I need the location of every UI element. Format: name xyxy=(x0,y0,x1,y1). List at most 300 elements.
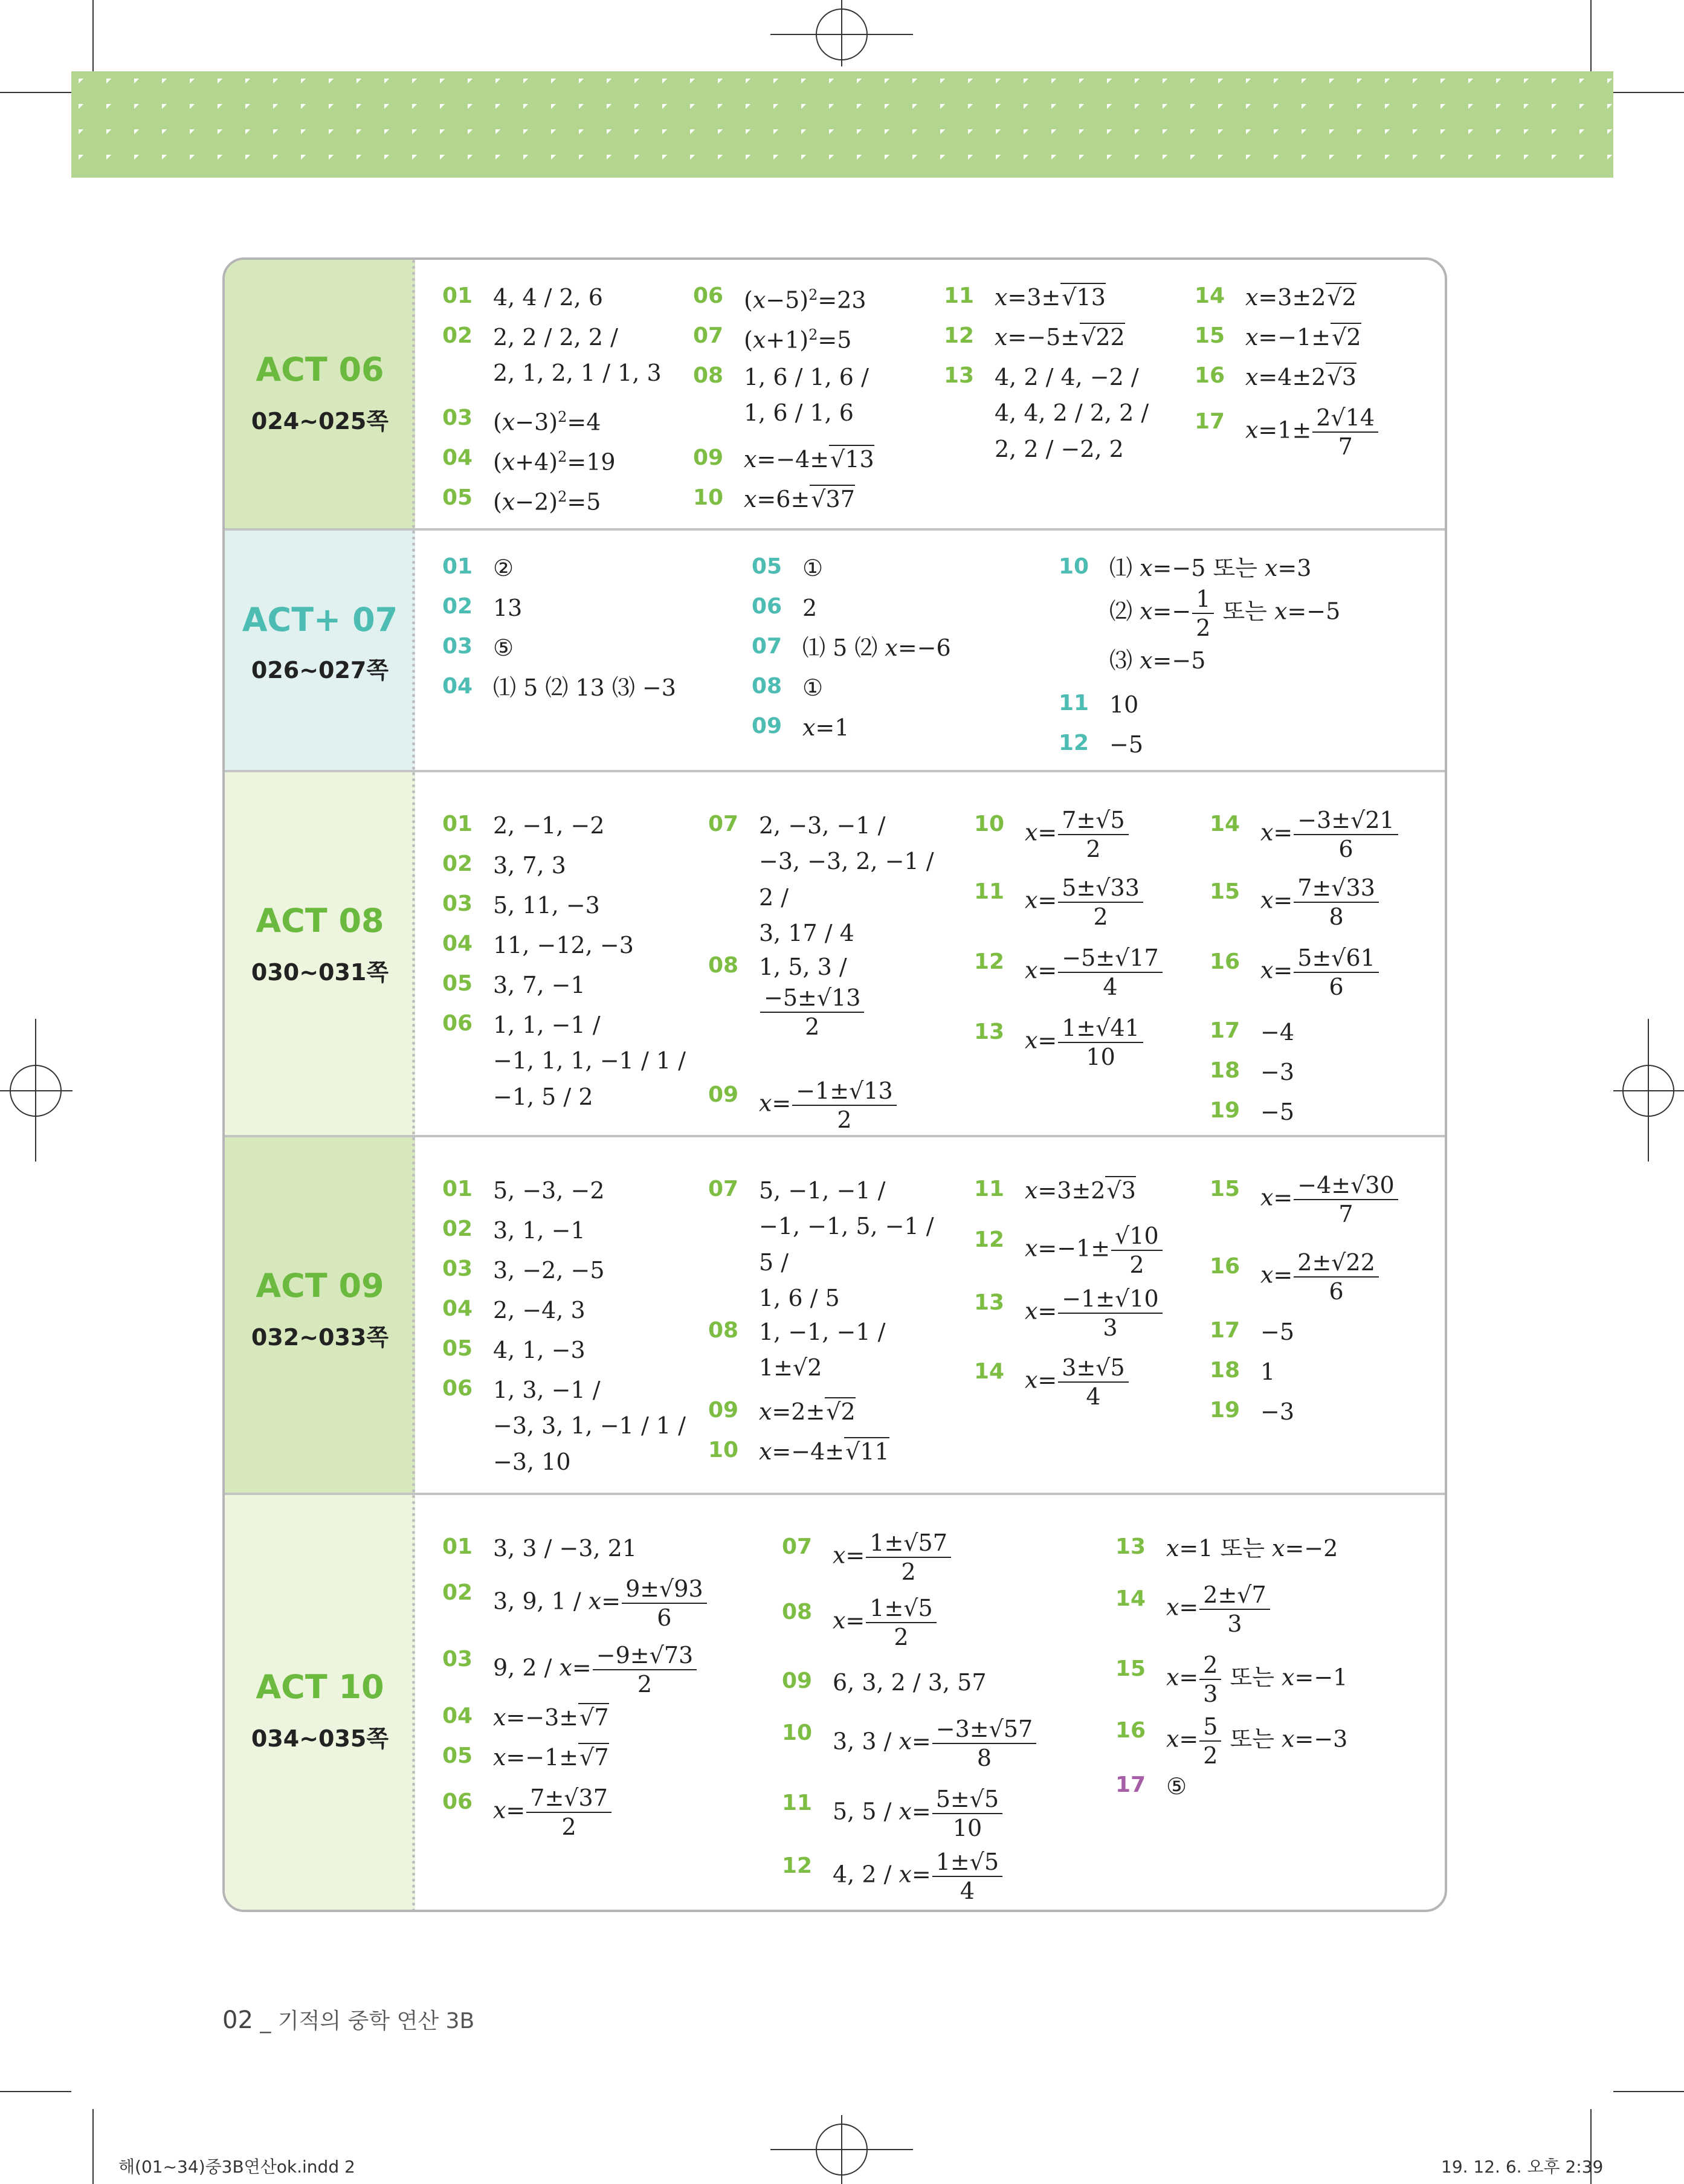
answer-value: 9, 2 / 𝑥= xyxy=(493,1654,592,1681)
numerator: 2√14 xyxy=(1312,404,1378,433)
answer-line xyxy=(759,1395,856,1429)
exponent: 2 xyxy=(558,409,567,425)
fraction xyxy=(932,1715,1036,1772)
answer-item xyxy=(693,318,851,357)
answer-item xyxy=(1115,1713,1347,1769)
item-number: 09 xyxy=(782,1669,813,1693)
answer-item xyxy=(974,944,1164,1001)
denominator: 7 xyxy=(1338,433,1353,460)
answer-value: 𝑥= xyxy=(1260,819,1293,846)
radical: √ 2 xyxy=(1331,323,1361,351)
answer-text xyxy=(493,480,601,519)
page-range: 034~035쪽 xyxy=(251,1725,389,1752)
answer-item xyxy=(974,1354,1130,1410)
act-section xyxy=(225,1137,1445,1495)
answer-item xyxy=(442,628,514,665)
item-number: 11 xyxy=(974,879,1005,904)
answer-line xyxy=(1166,1651,1347,1708)
answer-value: ⑴ 5 ⑵ 13 ⑶ −3 xyxy=(493,674,676,701)
answer-item xyxy=(442,1698,609,1734)
item-number: 13 xyxy=(974,1290,1005,1315)
numerator: 3±√5 xyxy=(1058,1354,1128,1383)
answer-line xyxy=(493,1293,586,1327)
answer-value: 3, 7, 3 xyxy=(493,851,566,879)
answer-value: 𝑥= xyxy=(1025,1366,1057,1394)
answer-item xyxy=(442,1529,637,1565)
answer-value: 1 xyxy=(1260,1358,1276,1385)
answer-line xyxy=(802,671,823,705)
numerator: 5±√5 xyxy=(932,1785,1002,1814)
item-number: 03 xyxy=(442,405,473,430)
answer-value: 𝑥=1± xyxy=(1245,416,1312,444)
answer-line xyxy=(1260,1315,1294,1349)
answer-tail: =5 xyxy=(567,488,601,515)
fraction xyxy=(593,1641,697,1698)
answer-text xyxy=(744,480,855,516)
answer-text xyxy=(1245,358,1357,394)
answer-value: 3, 9, 1 / 𝑥= xyxy=(493,1588,621,1615)
answer-text xyxy=(833,1529,952,1586)
answer-line xyxy=(1245,280,1357,314)
answer-text xyxy=(759,948,865,1041)
denominator: 6 xyxy=(1329,974,1344,1000)
item-number: 05 xyxy=(752,554,782,579)
denominator: 2 xyxy=(1086,836,1101,862)
answer-text xyxy=(1166,1581,1271,1638)
answer-line xyxy=(493,888,600,922)
fraction xyxy=(1294,944,1379,1001)
answer-value: 𝑥= xyxy=(1260,1261,1293,1288)
answer-text xyxy=(802,668,823,705)
answer-item xyxy=(708,1432,889,1468)
answer-item xyxy=(442,846,566,882)
answer-text xyxy=(833,1785,1004,1842)
denominator: 10 xyxy=(1086,1044,1115,1070)
answer-item xyxy=(442,400,601,439)
answer-text xyxy=(1260,1249,1380,1305)
answer-text xyxy=(1025,1354,1130,1410)
answer-line xyxy=(1166,1531,1338,1565)
answer-value: (𝑥+1) xyxy=(744,326,809,354)
answer-value: 2 xyxy=(802,594,818,621)
answer-line xyxy=(833,1785,1004,1842)
fraction xyxy=(1199,1713,1221,1769)
answer-text xyxy=(493,1211,586,1247)
answer-item xyxy=(944,278,1106,314)
answer-text xyxy=(1166,1651,1347,1708)
denominator: 2 xyxy=(1129,1252,1144,1278)
item-number: 03 xyxy=(442,1647,473,1672)
answer-text xyxy=(1166,1713,1347,1769)
radical: √ 13 xyxy=(1060,283,1106,311)
answer-item xyxy=(782,1663,987,1699)
answer-value: 10 xyxy=(1109,691,1139,718)
answer-item xyxy=(693,480,855,516)
answer-item xyxy=(442,1251,605,1287)
fraction xyxy=(1058,944,1162,1001)
answer-item xyxy=(442,926,634,962)
answer-line xyxy=(759,809,885,842)
answer-value: 𝑥=4±2 xyxy=(1245,363,1326,390)
answer-item xyxy=(752,549,823,585)
numerator: 5±√61 xyxy=(1294,944,1379,973)
answer-value: 𝑥= xyxy=(833,1542,865,1569)
item-number: 09 xyxy=(752,714,782,738)
answer-tail: 또는 𝑥=−5 xyxy=(1215,598,1341,624)
answer-text xyxy=(493,926,634,962)
answer-line xyxy=(1025,1174,1136,1207)
answer-item xyxy=(1210,1352,1275,1389)
answer-item xyxy=(752,628,951,665)
answer-item xyxy=(708,1392,856,1429)
answer-value: 𝑥= xyxy=(1025,957,1057,984)
answer-value: 𝑥=−3± xyxy=(493,1704,579,1731)
page-number: 02 xyxy=(222,2006,253,2034)
answer-item xyxy=(1210,1313,1294,1349)
item-number: 10 xyxy=(693,485,724,510)
crop-mark xyxy=(841,2115,842,2184)
answer-line xyxy=(493,440,616,479)
answer-value: 13 xyxy=(493,594,523,621)
answer-line xyxy=(995,360,1139,394)
item-number: 10 xyxy=(782,1720,813,1745)
answer-item xyxy=(442,886,600,922)
answer-text xyxy=(995,278,1106,314)
item-number: 02 xyxy=(442,323,473,348)
answer-line xyxy=(833,1715,1037,1772)
answer-line xyxy=(493,1008,601,1042)
answer-value: 𝑥= xyxy=(1025,1297,1057,1325)
answer-item xyxy=(1210,1053,1294,1089)
answer-text xyxy=(759,1313,885,1384)
answer-item xyxy=(1210,806,1399,863)
numerator: 2 xyxy=(1199,1651,1221,1680)
item-number: 08 xyxy=(752,674,782,699)
answer-item xyxy=(442,1006,686,1114)
answer-line xyxy=(833,1529,952,1586)
header-banner xyxy=(71,71,1613,178)
item-number: 12 xyxy=(944,323,975,348)
answer-text xyxy=(493,966,586,1002)
answer-line xyxy=(1260,874,1380,931)
answer-text xyxy=(995,318,1125,354)
answer-value: (𝑥−2) xyxy=(493,488,558,515)
answer-text xyxy=(493,668,676,705)
answer-line xyxy=(493,1575,708,1632)
fraction xyxy=(1294,1171,1398,1228)
answer-line xyxy=(1260,944,1380,1001)
numerator: 2±√7 xyxy=(1199,1581,1269,1610)
answer-item xyxy=(1059,725,1143,761)
crop-mark xyxy=(92,2109,94,2184)
answer-value: 𝑥= xyxy=(1025,887,1057,914)
radical: √ 11 xyxy=(844,1437,889,1465)
denominator: 10 xyxy=(952,1815,982,1841)
answer-item xyxy=(708,806,934,950)
answer-item xyxy=(1059,549,1340,677)
answer-line: 4, 4, 2 / 2, 2 / xyxy=(995,399,1149,426)
answer-text xyxy=(759,806,934,950)
item-number: 03 xyxy=(442,1256,473,1281)
answer-line xyxy=(1025,1354,1130,1410)
answer-value: (𝑥−5) xyxy=(744,286,809,314)
page-range: 024~025쪽 xyxy=(251,408,389,435)
fraction xyxy=(1294,874,1379,931)
act-section xyxy=(225,531,1445,772)
item-number: 13 xyxy=(944,363,975,388)
fraction xyxy=(1058,806,1128,863)
answer-value: 4, 4 / 2, 6 xyxy=(493,283,603,311)
denominator: 3 xyxy=(1103,1314,1118,1341)
exponent: 2 xyxy=(558,448,567,465)
fraction xyxy=(1199,1581,1269,1638)
numerator: 9±√93 xyxy=(622,1575,707,1604)
answer-value: −5 xyxy=(1109,731,1144,758)
answer-item xyxy=(442,278,603,314)
answer-item xyxy=(944,358,1149,466)
answer-line: 2 / xyxy=(759,884,789,911)
act-title: ACT 09 xyxy=(256,1267,384,1305)
denominator: 4 xyxy=(960,1878,975,1904)
answer-line xyxy=(493,631,514,665)
footer xyxy=(222,2004,474,2035)
answer-line xyxy=(493,968,586,1002)
answer-item xyxy=(782,1529,952,1586)
answer-value: (𝑥−3) xyxy=(493,409,558,436)
answer-value: 5, −3, −2 xyxy=(493,1177,605,1204)
answer-text xyxy=(1166,1767,1187,1803)
answer-value: 5, −1, −1 / xyxy=(759,1177,886,1204)
fraction xyxy=(1294,806,1398,863)
answer-value: 6, 3, 2 / 3, 57 xyxy=(833,1669,987,1696)
item-number: 03 xyxy=(442,634,473,659)
crop-mark xyxy=(35,1019,36,1161)
answer-line: −1, 5 / 2 xyxy=(493,1083,593,1110)
fraction xyxy=(1058,1354,1128,1410)
answer-line xyxy=(1166,1713,1347,1769)
answer-line xyxy=(1260,1055,1294,1089)
denominator: 6 xyxy=(657,1604,672,1631)
item-number: 17 xyxy=(1115,1772,1146,1797)
answer-value: −5 xyxy=(1260,1318,1295,1345)
answer-text xyxy=(493,1171,605,1207)
answer-item xyxy=(944,318,1125,354)
answer-text xyxy=(1166,1529,1338,1565)
crop-mark xyxy=(0,2091,71,2092)
denominator: 2 xyxy=(1196,614,1211,641)
answer-text xyxy=(759,1392,856,1429)
answer-text xyxy=(493,628,514,665)
answer-item xyxy=(442,966,586,1002)
fraction xyxy=(1111,1222,1163,1279)
answer-item xyxy=(442,1575,708,1632)
answer-text xyxy=(802,628,951,665)
item-number: 10 xyxy=(1059,554,1089,579)
denominator: 2 xyxy=(1093,903,1108,930)
numerator: −1±√13 xyxy=(792,1077,896,1106)
numerator: 1±√41 xyxy=(1058,1014,1143,1043)
answer-value: 𝑥=−5± xyxy=(995,323,1080,351)
answer-value: ⑤ xyxy=(493,634,514,661)
answer-line xyxy=(493,1373,601,1407)
answer-line xyxy=(1245,320,1361,354)
answer-value: 1, 3, −1 / xyxy=(493,1376,601,1403)
answer-text xyxy=(833,1663,987,1699)
answer-value: 𝑥=6± xyxy=(744,485,810,512)
answer-item xyxy=(1195,404,1379,460)
answer-value: −3 xyxy=(1260,1058,1295,1085)
exponent: 2 xyxy=(808,286,818,303)
answer-text xyxy=(744,278,866,317)
exponent: 2 xyxy=(558,488,567,505)
item-number: 10 xyxy=(708,1438,739,1462)
answer-line xyxy=(493,809,605,842)
answer-item xyxy=(1210,1013,1294,1049)
answer-line xyxy=(493,551,514,585)
answer-line xyxy=(1025,1222,1164,1279)
answer-line xyxy=(493,480,601,519)
item-number: 15 xyxy=(1210,1177,1240,1201)
answer-text xyxy=(493,278,603,314)
answer-line xyxy=(744,482,855,516)
answer-value: 𝑥=1 xyxy=(802,714,850,741)
answer-value: 3, 3 / 𝑥= xyxy=(833,1728,931,1755)
answer-value: ⑴ 𝑥=−5 또는 𝑥=3 xyxy=(1109,554,1312,581)
answer-value: 𝑥= xyxy=(1025,1027,1057,1054)
answer-item xyxy=(442,1171,605,1207)
answer-value: 1, −1, −1 / xyxy=(759,1318,886,1345)
fraction xyxy=(866,1594,936,1651)
answer-item xyxy=(782,1785,1004,1842)
fraction xyxy=(792,1077,896,1134)
answer-tail: =4 xyxy=(567,409,601,436)
radical: √ 2 xyxy=(1326,283,1356,311)
answer-value: ⑵ 𝑥=− xyxy=(1109,598,1192,624)
answer-line xyxy=(1109,688,1138,722)
answer-tail: 또는 𝑥=−1 xyxy=(1222,1664,1348,1691)
answer-line: 1±√2 xyxy=(759,1354,822,1381)
answer-value: 𝑥=−4± xyxy=(759,1438,845,1465)
answer-value: −3 xyxy=(1260,1398,1295,1425)
item-number: 14 xyxy=(1195,283,1225,308)
answer-text xyxy=(1109,685,1138,722)
numerator: 7±√33 xyxy=(1294,874,1379,903)
item-number: 04 xyxy=(442,1704,473,1728)
item-number: 13 xyxy=(1115,1534,1146,1559)
answer-line xyxy=(1025,806,1130,863)
answer-value: 2, −4, 3 xyxy=(493,1296,586,1323)
answer-line xyxy=(1166,1581,1271,1638)
answer-line xyxy=(1260,1015,1294,1049)
item-number: 06 xyxy=(752,594,782,619)
item-number: 14 xyxy=(1115,1586,1146,1611)
answer-line xyxy=(759,950,847,984)
answer-item xyxy=(782,1848,1004,1905)
answer-text xyxy=(1025,1222,1164,1279)
crop-mark xyxy=(1648,1019,1649,1161)
answer-line xyxy=(744,278,866,317)
item-number: 08 xyxy=(693,363,724,388)
answer-text xyxy=(1260,806,1399,863)
item-number: 07 xyxy=(782,1534,813,1559)
item-number: 14 xyxy=(1210,812,1240,836)
answer-item xyxy=(974,1014,1144,1071)
numerator: 1 xyxy=(1192,585,1214,614)
fraction xyxy=(1312,404,1378,460)
answer-text xyxy=(493,886,600,922)
item-number: 04 xyxy=(442,674,473,699)
fraction xyxy=(932,1785,1002,1842)
answer-text xyxy=(1260,1313,1294,1349)
numerator: 2±√22 xyxy=(1294,1249,1379,1278)
answer-line xyxy=(493,280,603,314)
radical: √ 22 xyxy=(1080,323,1125,351)
answer-value: 11, −12, −3 xyxy=(493,931,634,958)
answer-value: 𝑥=3± xyxy=(995,283,1061,311)
answer-value: 𝑥= xyxy=(1166,1725,1199,1753)
item-number: 11 xyxy=(974,1177,1005,1201)
answer-text xyxy=(493,1291,586,1327)
answer-tail: =5 xyxy=(818,326,852,354)
numerator: 5±√33 xyxy=(1058,874,1143,903)
answer-text xyxy=(1025,1285,1164,1342)
item-number: 07 xyxy=(693,323,724,348)
answer-value: 𝑥= xyxy=(1025,819,1057,846)
answer-line xyxy=(493,320,618,354)
answer-text xyxy=(493,806,605,842)
answer-line xyxy=(759,1077,898,1134)
answer-value: −4 xyxy=(1260,1018,1295,1045)
numerator: −9±√73 xyxy=(593,1641,697,1670)
answer-line xyxy=(1025,874,1144,931)
answer-value: 4, 2 / 4, −2 / xyxy=(995,363,1139,390)
answer-item xyxy=(442,668,676,705)
answer-line xyxy=(1109,551,1311,585)
answer-line xyxy=(802,591,817,625)
answer-text xyxy=(1260,1053,1294,1089)
item-number: 07 xyxy=(752,634,782,659)
item-number: 16 xyxy=(1210,949,1240,974)
answer-text xyxy=(759,1432,889,1468)
answer-value: 3, 1, −1 xyxy=(493,1216,586,1244)
answer-line xyxy=(1260,806,1399,863)
answer-value: ⑴ 5 ⑵ 𝑥=−6 xyxy=(802,634,951,661)
answer-item xyxy=(442,318,662,390)
crop-mark xyxy=(1613,2091,1684,2092)
denominator: 2 xyxy=(901,1559,916,1585)
denominator: 6 xyxy=(1329,1278,1344,1305)
answer-value: 1, 6 / 1, 6 / xyxy=(744,363,869,390)
answer-text xyxy=(493,1251,605,1287)
answer-text xyxy=(1245,318,1361,354)
act-title: ACT+ 07 xyxy=(242,601,398,639)
answer-value: 2, −1, −2 xyxy=(493,812,605,839)
answer-line xyxy=(744,318,851,357)
answer-text xyxy=(802,549,823,585)
item-number: 18 xyxy=(1210,1058,1240,1083)
answer-item xyxy=(442,806,605,842)
answer-text xyxy=(833,1594,938,1651)
answer-item xyxy=(693,440,874,476)
answer-text xyxy=(493,1371,686,1479)
item-number: 12 xyxy=(974,1227,1005,1252)
answer-item xyxy=(974,874,1144,931)
crop-mark xyxy=(0,1090,73,1091)
crop-mark xyxy=(841,0,842,66)
answer-text xyxy=(744,318,851,357)
answer-line xyxy=(493,1253,605,1287)
act-title: ACT 10 xyxy=(256,1668,384,1706)
